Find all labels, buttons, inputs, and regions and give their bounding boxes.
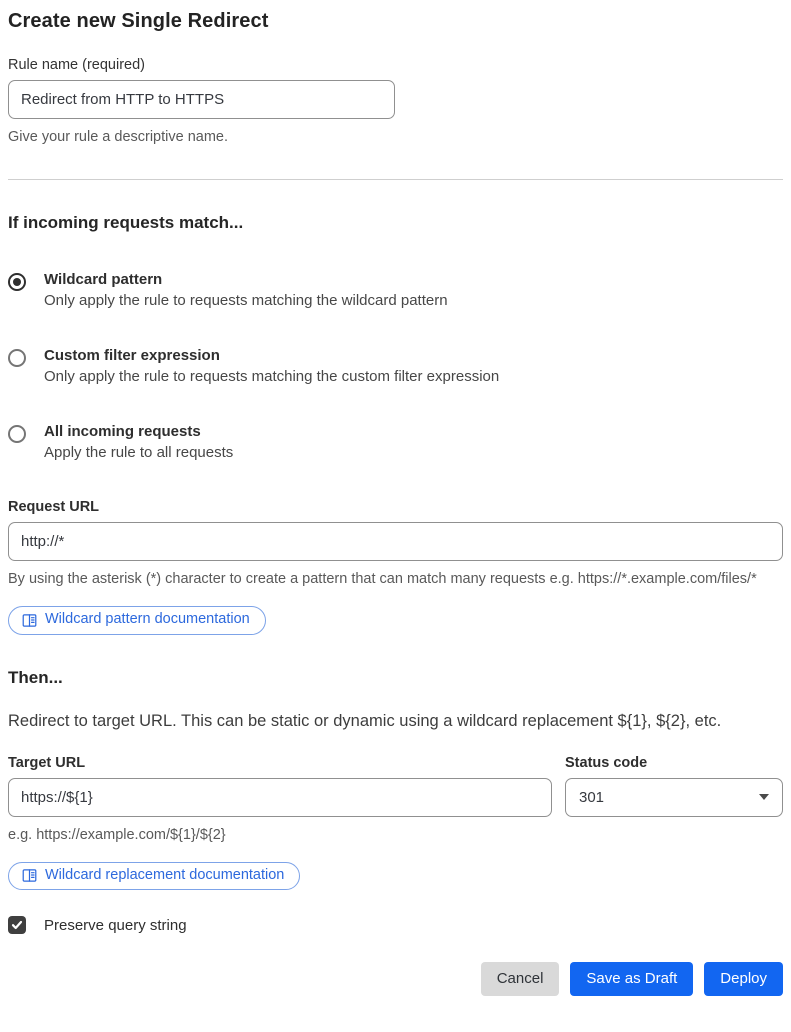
request-url-helper: By using the asterisk (*) character to create a pattern that can match many requests e.g. https://*.example.com/files/* — [8, 571, 757, 588]
radio-label: Custom filter expression — [44, 347, 220, 365]
wildcard-pattern-docs-button[interactable] — [8, 606, 266, 634]
match-section-heading: If incoming requests match... — [8, 213, 244, 233]
preserve-query-string-row[interactable] — [8, 916, 783, 934]
radio-description: Only apply the rule to requests matching the custom filter expression — [44, 368, 500, 386]
match-type-radio-group — [8, 271, 783, 461]
radio-description: Only apply the rule to requests matching the wildcard pattern — [44, 292, 448, 310]
checkbox-checked-icon[interactable] — [8, 916, 26, 934]
section-divider — [8, 179, 783, 180]
radio-label: Wildcard pattern — [44, 271, 163, 289]
radio-button-icon[interactable] — [8, 425, 26, 443]
rule-name-helper: Give your rule a descriptive name. — [8, 129, 229, 145]
radio-description: Apply the rule to all requests — [44, 444, 234, 462]
save-as-draft-button[interactable]: Save as Draft — [570, 962, 693, 996]
status-code-label: Status code — [565, 754, 648, 771]
footer-actions — [8, 962, 783, 996]
status-code-value: 301 — [579, 788, 605, 806]
page-title: Create new Single Redirect — [8, 10, 269, 32]
radio-option-wildcard-pattern[interactable] — [8, 271, 783, 309]
cancel-button[interactable]: Cancel — [481, 962, 560, 996]
target-url-label: Target URL — [8, 754, 86, 771]
then-section-heading: Then... — [8, 667, 63, 687]
status-code-select[interactable] — [565, 778, 783, 817]
chevron-down-icon — [759, 794, 769, 800]
rule-name-input[interactable] — [8, 80, 395, 119]
docs-button-label: Wildcard replacement documentation — [45, 866, 285, 883]
wildcard-replacement-docs-button[interactable] — [8, 862, 300, 890]
book-icon — [22, 868, 37, 883]
radio-button-icon[interactable] — [8, 349, 26, 367]
book-icon — [22, 613, 37, 628]
rule-name-label: Rule name (required) — [8, 57, 146, 73]
request-url-input[interactable] — [8, 522, 783, 561]
radio-option-all-incoming-requests[interactable] — [8, 423, 783, 461]
then-section-description: Redirect to target URL. This can be static or dynamic using a wildcard replacement ${1}, ${2}, etc. — [8, 711, 722, 730]
docs-button-label: Wildcard pattern documentation — [45, 611, 250, 628]
radio-button-icon[interactable] — [8, 273, 26, 291]
preserve-query-string-label: Preserve query string — [44, 916, 187, 934]
request-url-label: Request URL — [8, 499, 100, 516]
deploy-button[interactable]: Deploy — [704, 962, 783, 996]
target-url-helper: e.g. https://example.com/${1}/${2} — [8, 826, 226, 843]
radio-label: All incoming requests — [44, 423, 201, 441]
radio-option-custom-filter-expression[interactable] — [8, 347, 783, 385]
target-url-input[interactable] — [8, 778, 552, 817]
